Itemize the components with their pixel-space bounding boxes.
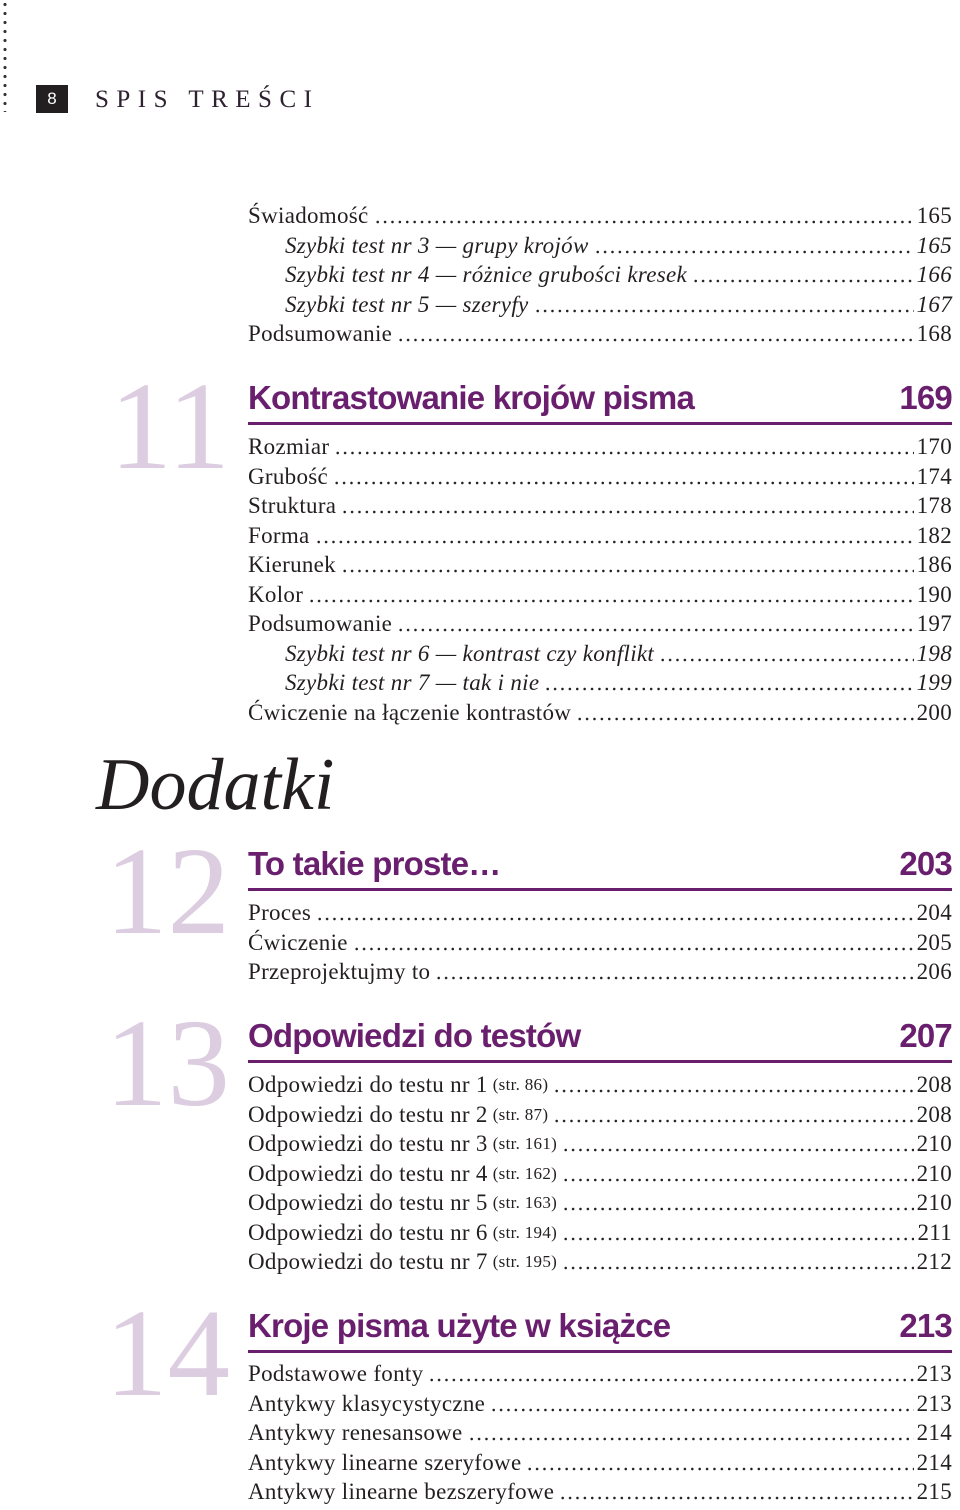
entry-note: (str. 195) [492,1252,558,1271]
chapter-entries [248,898,952,987]
dot-leader [562,1247,913,1277]
toc-subentry [248,668,952,698]
dot-leader [559,1477,913,1507]
entry-title: Odpowiedzi do testu nr 6 [248,1219,488,1245]
entry-title: Odpowiedzi do testu nr 2 [248,1101,488,1127]
entry-title: Kolor [248,581,304,607]
entry-title: Szybki test nr 7 — tak i nie [285,670,540,695]
toc-entry [248,319,952,349]
chapter-number: 12 [105,823,230,961]
dot-leader [308,580,913,610]
toc-entry [248,1218,952,1248]
entry-title: Struktura [248,493,337,518]
entry-title: Szybki test nr 4 — różnice grubości kresek [285,262,688,287]
dot-leader [659,639,914,669]
entry-page-number: 198 [916,640,952,666]
entry-title: Ćwiczenie na łączenie kontrastów [248,699,572,725]
entry-page-number: 174 [916,463,952,489]
chapter-heading [248,1306,952,1353]
dot-leader [490,1389,913,1419]
dot-leader [397,319,913,349]
entry-page-number: 182 [916,522,952,548]
toc-entry [248,1359,952,1389]
dot-leader [562,1159,913,1189]
toc-entry [248,957,952,987]
entry-page-number: 170 [916,434,952,459]
entry-page-number: 213 [916,1361,952,1386]
toc-entry [248,698,952,728]
chapter-number: 14 [105,1285,230,1423]
chapter-page-number: 213 [899,1307,952,1344]
toc-entry [248,928,952,958]
dot-leader [315,521,914,551]
entry-page-number: 205 [916,929,952,955]
toc-entry [248,550,952,580]
dot-leader [553,1070,913,1100]
entry-title: Antykwy renesansowe [248,1420,463,1445]
dot-leader [397,609,913,639]
toc-entry [248,1070,952,1100]
entry-page-number: 165 [916,232,952,258]
entry-title: Odpowiedzi do testu nr 4 [248,1160,488,1186]
page-number-badge: 8 [36,85,68,113]
entry-page-number: 199 [916,670,952,695]
dot-leader [316,898,913,928]
entry-page-number: 215 [916,1479,952,1504]
entry-note: (str. 87) [492,1104,549,1124]
dot-leader [562,1188,913,1218]
toc-entry [248,491,952,521]
entry-page-number: 166 [916,262,952,287]
chapter-title: Kroje pisma użyte w książce [248,1307,671,1344]
entry-title: Odpowiedzi do testu nr 1 [248,1072,488,1097]
entry-page-number: 200 [916,699,952,725]
dot-leader [341,491,913,521]
chapter-page-number: 169 [899,379,952,416]
toc-entry [248,1247,952,1277]
entry-title: Proces [248,900,312,925]
dot-leader [468,1418,914,1448]
chapter-page-number: 207 [899,1017,952,1054]
entry-page-number: 165 [916,203,952,228]
dot-leader [544,668,913,698]
entry-title: Odpowiedzi do testu nr 7 [248,1249,488,1274]
dot-leader [341,550,914,580]
toc-subentry [248,639,952,669]
toc-subentry [248,231,952,261]
chapter-page-number: 203 [899,845,952,882]
entry-page-number: 210 [916,1131,952,1156]
dot-leader [562,1218,914,1248]
toc-entry [248,898,952,928]
toc-entry [248,1159,952,1189]
entry-note: (str. 162) [492,1163,558,1183]
entry-note: (str. 194) [492,1222,558,1242]
entry-page-number: 197 [916,611,952,636]
dot-leader [334,432,913,462]
dot-leader [435,957,913,987]
chapter-title: To takie proste… [248,845,501,882]
appendix-heading: Dodatki [96,744,335,826]
entry-title: Grubość [248,463,329,489]
toc-entry [248,201,952,231]
toc-entry [248,462,952,492]
toc-entry [248,1100,952,1130]
running-title: SPIS TREŚCI [95,86,320,113]
entry-title: Odpowiedzi do testu nr 3 [248,1131,488,1156]
entry-page-number: 167 [916,291,952,317]
entry-title: Podstawowe fonty [248,1361,424,1386]
dot-leader [428,1359,913,1389]
entry-title: Świadomość [248,203,369,228]
entry-page-number: 168 [916,321,952,346]
toc-entry [248,1389,952,1419]
entry-title: Ćwiczenie [248,929,348,955]
toc-entry [248,521,952,551]
chapter-heading [248,844,952,891]
entry-page-number: 204 [916,900,952,925]
entry-page-number: 208 [916,1072,952,1097]
chapter-number: 11 [109,358,230,496]
entry-page-number: 213 [916,1390,952,1416]
dot-leader [353,928,914,958]
entry-page-number: 210 [916,1160,952,1186]
entry-page-number: 212 [916,1249,952,1274]
chapter-title: Kontrastowanie krojów pisma [248,379,694,416]
entry-title: Rozmiar [248,434,330,459]
entry-title: Szybki test nr 5 — szeryfy [285,291,529,317]
chapter-heading [248,1016,952,1063]
dot-leader [526,1448,913,1478]
entry-page-number: 178 [916,493,952,518]
toc-entry [248,1418,952,1448]
toc-entry [248,1129,952,1159]
entry-note: (str. 163) [492,1193,558,1212]
chapter-heading [248,378,952,425]
dot-leader [333,462,914,492]
entry-title: Forma [248,522,310,548]
dot-leader [576,698,913,728]
entry-title: Kierunek [248,552,336,577]
entry-note: (str. 86) [492,1075,549,1094]
entry-title: Podsumowanie [248,611,393,636]
dot-leader [374,201,914,231]
dot-leader [692,260,914,290]
chapter-entries [248,1070,952,1277]
entry-title: Antykwy linearne szeryfowe [248,1449,522,1475]
chapter-entries [248,432,952,727]
entry-page-number: 214 [916,1449,952,1475]
entry-title: Odpowiedzi do testu nr 5 [248,1190,488,1215]
entry-page-number: 186 [916,552,952,577]
toc-subentry [248,260,952,290]
entry-title: Antykwy klasycystyczne [248,1390,486,1416]
entry-page-number: 210 [916,1190,952,1215]
dot-leader [594,231,914,261]
entry-page-number: 206 [916,959,952,984]
entry-title: Szybki test nr 6 — kontrast czy konflikt [285,640,655,666]
dotted-margin-line [3,0,7,112]
entry-title: Szybki test nr 3 — grupy krojów [285,232,589,258]
entry-page-number: 211 [917,1219,952,1245]
entry-title: Przeprojektujmy to [248,959,431,984]
toc-entry [248,432,952,462]
entry-page-number: 208 [916,1101,952,1127]
dot-leader [534,290,914,320]
chapter-entries [248,1359,952,1507]
toc-entry [248,1477,952,1507]
toc-entry [248,580,952,610]
toc-subentry [248,290,952,320]
entry-note: (str. 161) [492,1134,558,1153]
entry-title: Podsumowanie [248,321,393,346]
dot-leader [562,1129,913,1159]
toc-entry [248,609,952,639]
entry-page-number: 214 [916,1420,952,1445]
toc-entry [248,1448,952,1478]
toc-intro-block [248,201,952,349]
chapter-number: 13 [105,995,230,1133]
entry-title: Antykwy linearne bezszeryfowe [248,1479,555,1504]
toc-entry [248,1188,952,1218]
dot-leader [553,1100,913,1130]
chapter-title: Odpowiedzi do testów [248,1017,581,1054]
entry-page-number: 190 [916,581,952,607]
